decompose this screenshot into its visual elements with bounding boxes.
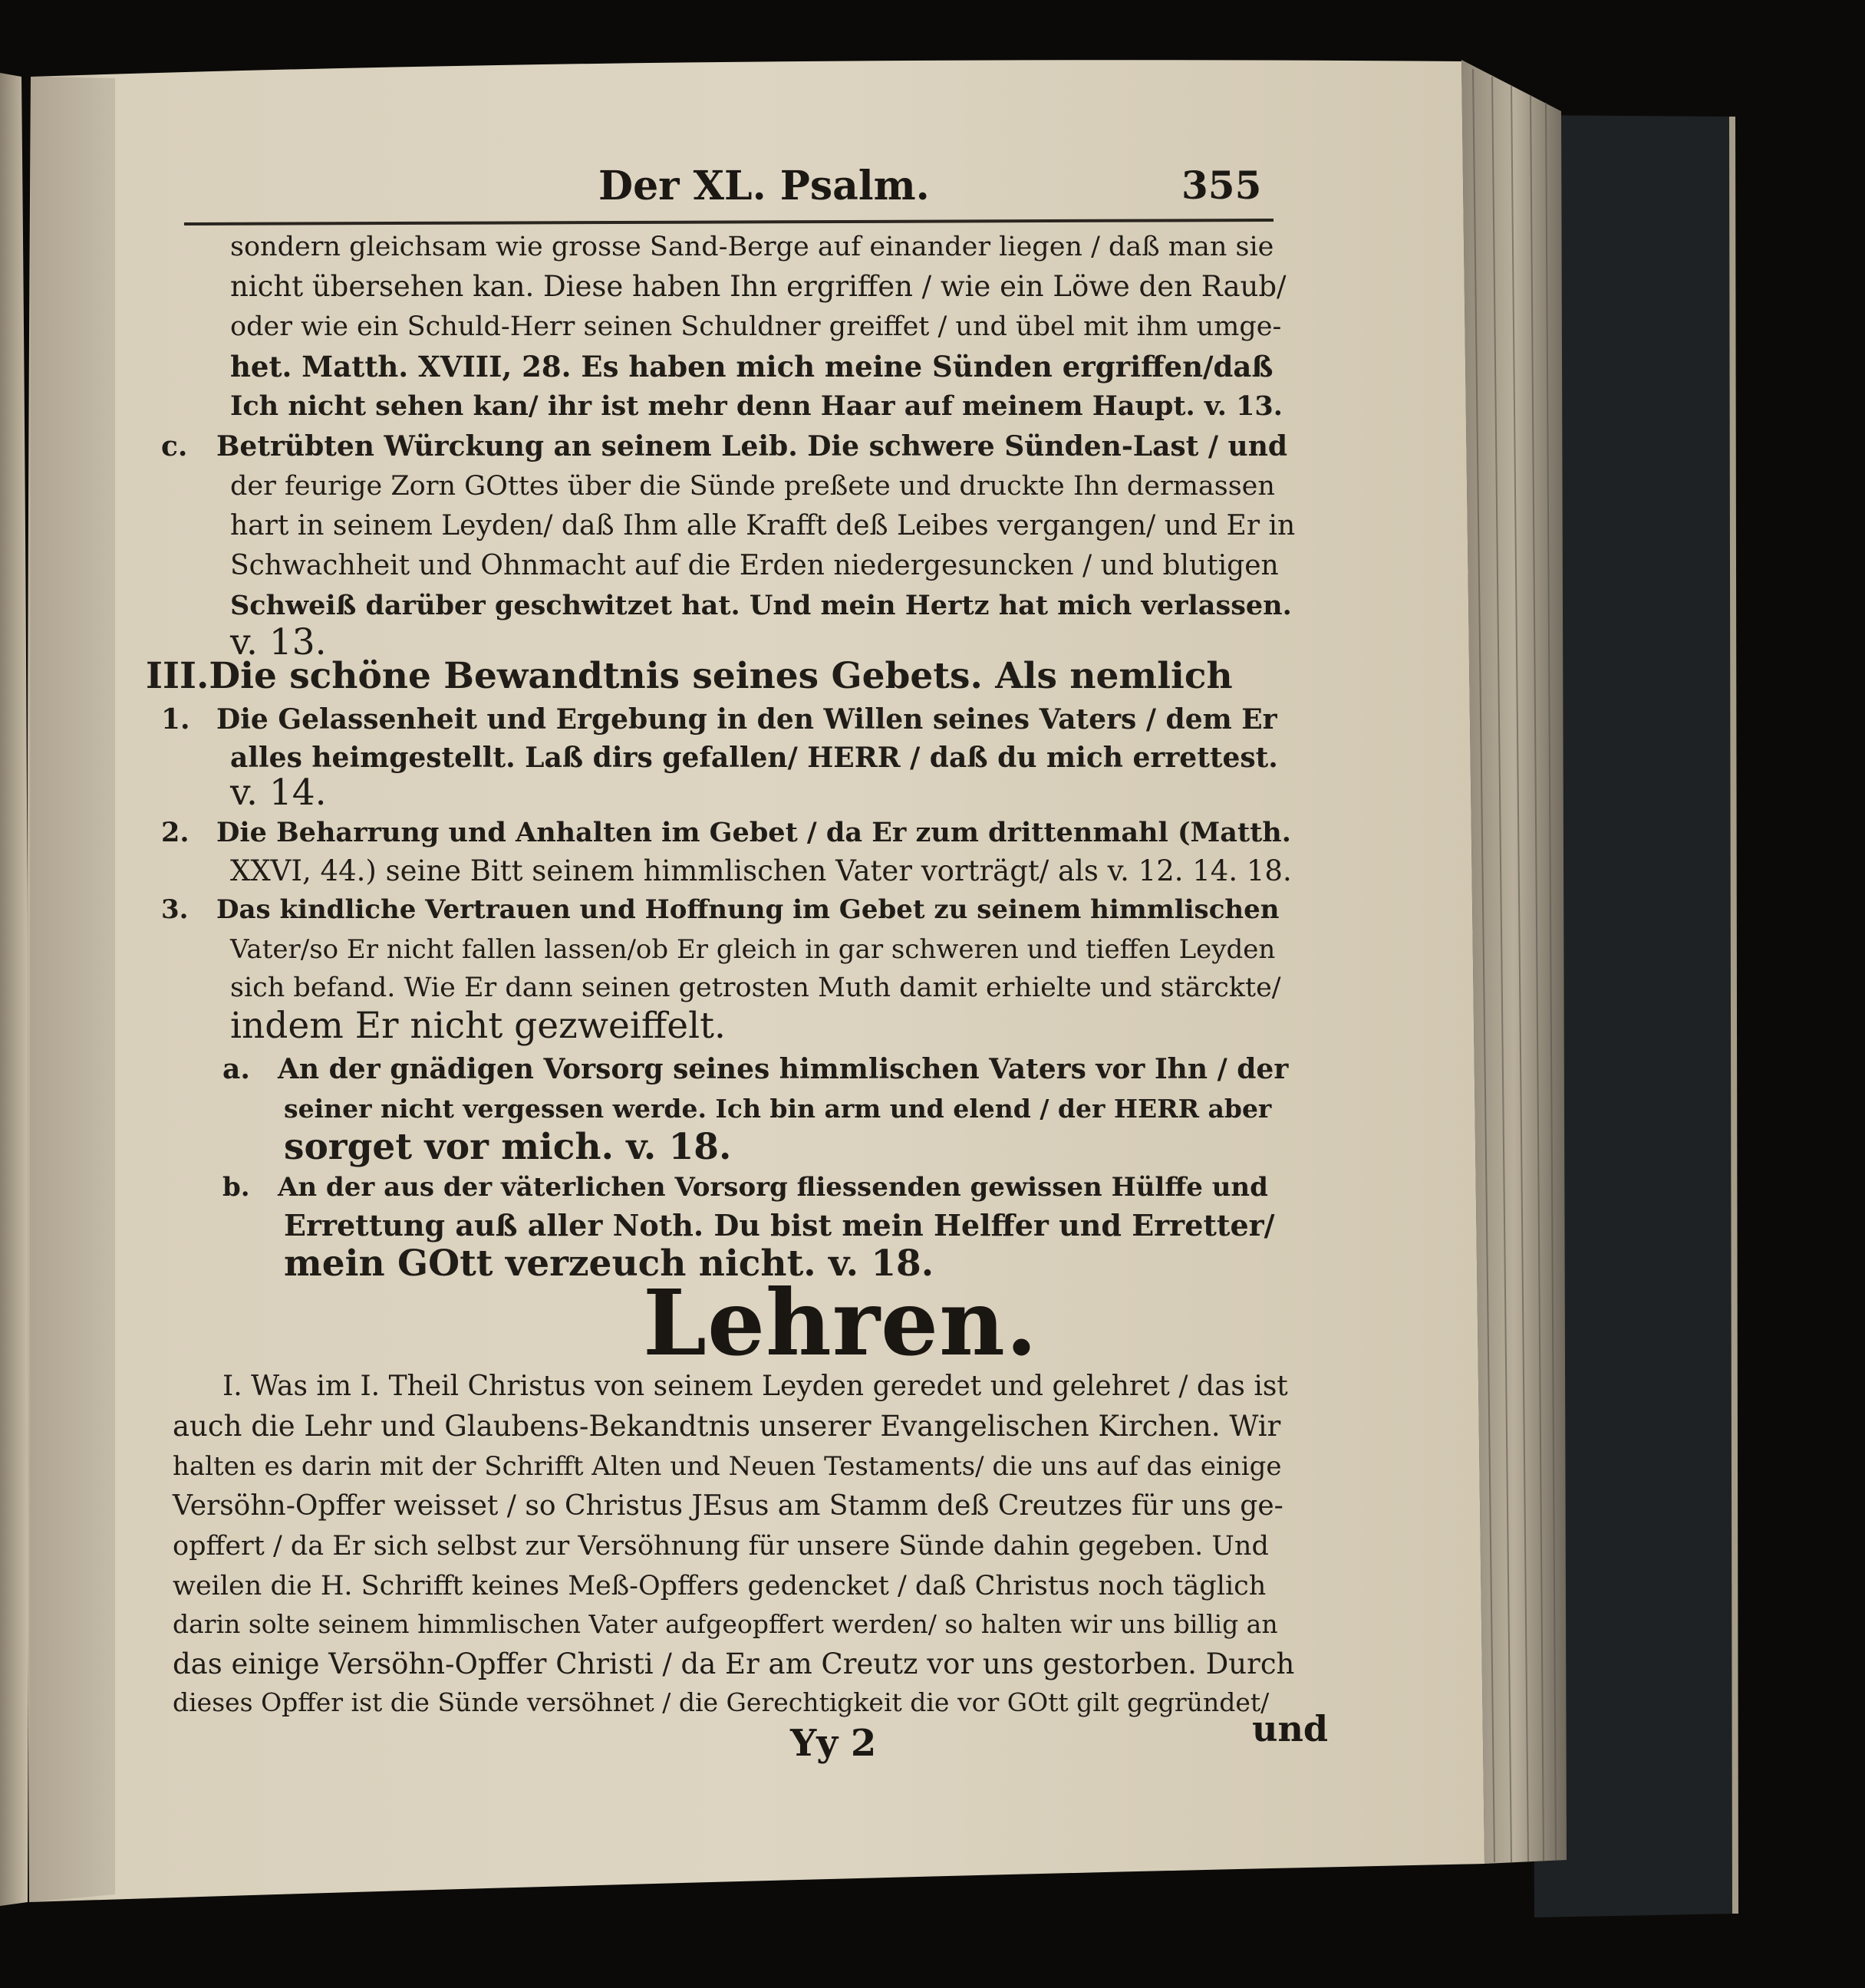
line-text: sondern gleichsam wie grosse Sand-Berge auf einander liegen / daß man sie: [230, 232, 1274, 262]
signature-mark: Yy 2: [790, 1722, 877, 1765]
text-line: [230, 930, 1275, 969]
text-line: [230, 851, 1292, 891]
line-text: nicht übersehen kan. Diese haben Ihn ergriffen / wie ein Löwe den Raub/: [230, 270, 1287, 303]
line-text: XXVI, 44.) seine Bitt seinem himmlischen Vater vorträgt/ als v. 12. 14. 18.: [230, 854, 1292, 887]
line-text: An der aus der väterlichen Vorsorg fliessenden gewissen Hülffe und: [278, 1172, 1268, 1203]
line-text: Die Gelassenheit und Ergebung in den Willen seines Vaters / dem Er: [216, 703, 1277, 736]
text-line: dieses Opffer ist die Sünde versöhnet / die Gerechtigkeit die vor GOtt gilt gegründet/: [173, 1687, 1270, 1717]
list-marker: III.: [146, 655, 209, 697]
text-line: [161, 426, 1287, 466]
list-marker: a.: [222, 1053, 250, 1085]
text-line: [161, 813, 1291, 853]
text-line: [230, 307, 1281, 347]
line-text: Schwachheit und Ohnmacht auf die Erden niedergesuncken / und blutigen: [230, 550, 1279, 581]
text-line: [230, 773, 327, 813]
text-line: [230, 387, 1283, 426]
text-line: das einige Versöhn-Opffer Christi / da Er am Creutz vor uns gestorben. Durch: [173, 1647, 1295, 1680]
text-line: [284, 1089, 1271, 1129]
text-line: [222, 1167, 1268, 1207]
line-text: Errettung auß aller Noth. Du bist mein Helffer und Erretter/: [284, 1208, 1275, 1242]
text-line: weilen die H. Schrifft keines Meß-Opffers gedencket / daß Christus noch täglich: [173, 1571, 1267, 1601]
line-text: An der gnädigen Vorsorg seines himmlischen Vaters vor Ihn / der: [278, 1053, 1289, 1085]
line-text: sich befand. Wie Er dann seinen getrosten Muth damit erhielte und stärckte/: [230, 973, 1281, 1003]
text-line: auch die Lehr und Glaubens-Bekandtnis unserer Evangelischen Kirchen. Wir: [173, 1410, 1281, 1443]
line-text: sorget vor mich. v. 18.: [284, 1126, 732, 1168]
list-marker: 3.: [161, 894, 189, 925]
text-line: [230, 347, 1273, 387]
text-line: [230, 586, 1292, 626]
text-line: [284, 1127, 731, 1167]
text-line: [146, 657, 1233, 696]
left-page-edge: [0, 73, 28, 1906]
text-line: [230, 738, 1278, 778]
text-line: [161, 699, 1277, 739]
list-marker: b.: [222, 1172, 250, 1203]
text-line: [230, 968, 1281, 1008]
text-line: [284, 1206, 1275, 1246]
text-line: [161, 890, 1279, 930]
line-text: seiner nicht vergessen werde. Ich bin arm und elend / der HERR aber: [284, 1094, 1272, 1124]
text-line: [230, 267, 1286, 307]
line-text: indem Er nicht gezweiffelt.: [230, 1005, 726, 1047]
text-line: [230, 1006, 726, 1046]
page-number: 355: [1181, 163, 1262, 208]
line-text: v. 13.: [230, 621, 327, 663]
text-line: I. Was im I. Theil Christus von seinem Leyden geredet und gelehret / das ist: [222, 1371, 1288, 1402]
text-line: [230, 546, 1279, 586]
running-head: Der XL. Psalm.: [598, 163, 930, 209]
line-text: hart in seinem Leyden/ daß Ihm alle Krafft deß Leibes vergangen/ und Er in: [230, 510, 1296, 541]
line-text: mein GOtt verzeuch nicht. v. 18.: [284, 1242, 934, 1285]
list-marker: 1.: [161, 703, 190, 736]
line-text: Vater/so Er nicht fallen lassen/ob Er gleich in gar schweren und tieffen Leyden: [230, 934, 1276, 965]
text-line: Versöhn-Opffer weisset / so Christus JEsus am Stamm deß Creutzes für uns ge-: [173, 1490, 1283, 1522]
catchword: und: [1252, 1708, 1329, 1749]
text-line: [230, 466, 1275, 506]
line-text: v. 14.: [230, 772, 327, 814]
line-text: het. Matth. XVIII, 28. Es haben mich meine Sünden ergriffen/daß: [230, 350, 1274, 383]
list-marker: 2.: [161, 817, 189, 848]
line-text: Schweiß darüber geschwitzet hat. Und mein Hertz hat mich verlassen.: [230, 590, 1292, 621]
list-marker: c.: [161, 430, 188, 462]
text-line: [230, 227, 1274, 267]
text-line: opffert / da Er sich selbst zur Versöhnung für unsere Sünde dahin gegeben. Und: [173, 1531, 1269, 1562]
line-text: Ich nicht sehen kan/ ihr ist mehr denn Haar auf meinem Haupt. v. 13.: [230, 390, 1283, 422]
line-text: Die Beharrung und Anhalten im Gebet / da Er zum drittenmahl (Matth.: [216, 817, 1291, 848]
text-line: [230, 506, 1295, 546]
line-text: oder wie ein Schuld-Herr seinen Schuldner greiffet / und übel mit ihm umge-: [230, 311, 1282, 342]
line-text: alles heimgestellt. Laß dirs gefallen/ HERR / daß du mich errettest.: [230, 742, 1278, 774]
line-text: Das kindliche Vertrauen und Hoffnung im Gebet zu seinem himmlischen: [216, 894, 1280, 925]
text-line: darin solte seinem himmlischen Vater aufgeopffert werden/ so halten wir uns billig an: [173, 1609, 1278, 1639]
section-heading: Lehren.: [643, 1269, 1038, 1376]
line-text: Die schöne Bewandtnis seines Gebets. Als nemlich: [209, 655, 1233, 697]
line-text: Betrübten Würckung an seinem Leib. Die schwere Sünden-Last / und: [216, 430, 1288, 462]
line-text: der feurige Zorn GOttes über die Sünde preßete und druckte Ihn dermassen: [230, 471, 1275, 502]
text-line: [222, 1049, 1288, 1089]
text-line: halten es darin mit der Schrifft Alten und Neuen Testaments/ die uns auf das einige: [173, 1451, 1282, 1482]
